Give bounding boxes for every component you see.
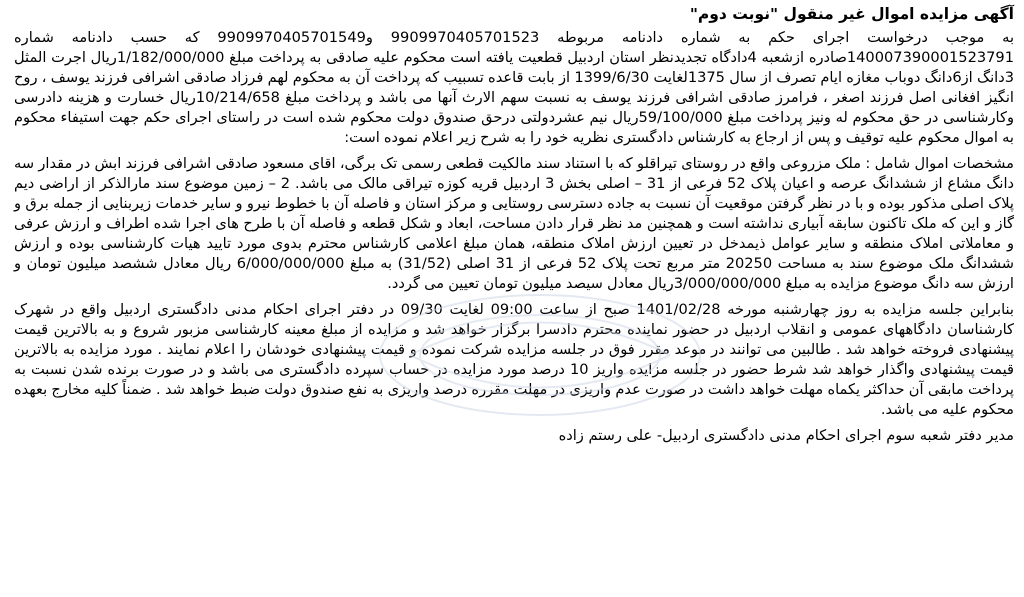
notice-signature: مدیر دفتر شعبه سوم اجرای احکام مدنی دادگستری اردبیل- علی رستم زاده	[558, 427, 1014, 444]
notice-paragraph-3: بنابراین جلسه مزایده به روز چهارشنبه مورخه 1401/02/28 صبح از ساعت 09:00 لغایت 09/30 در دفتر اجرای احکام مدنی دادگستری اردبیل واقع در شهرک کارشناسان دادگاههای عمومی و انقلاب اردبیل در حضور نماینده محترم دادسرا برگزار خواهد شد و مزایده از مبلغ معینه کارشناسی مزبور شروع و به بالاترین قیمت پیشنهادی فروخته خواهد شد . طالبین می توانند در موعد مقرر فوق در جلسه مزایده شرکت نموده و قیمت پیشنهادی خودشان را اعلام نمایند . مورد مزایده به بالاترین قیمت پیشنهادی واگذار خواهد شد شرط حضور در جلسه مزایده واریز 10 درصد مورد مزایده در حساب سپرده دادگستری می باشد و در صورت برنده شدن نسبت به پرداخت مابقی آن حداکثر یکماه مهلت خواهد داشت در صورت عدم واریزی در مهلت مقرره درصد واریزی به نفع صندوق دولت ضبط خواهد شد . ضمناً کلیه مخارج بعهده محکوم علیه می باشد.	[14, 301, 1014, 418]
notice-title: آگهی مزایده اموال غیر منقول "نوبت دوم"	[689, 5, 1014, 23]
notice-paragraph-1: به موجب درخواست اجرای حکم به شماره دادنامه مربوطه 9909970405701523 و9909970405701549 که حسب دادنامه شماره 140007390001523791صادره ازشعبه 4دادگاه تجدیدنظر استان اردبیل قطعیت یافته است محکوم علیه صادقی به پرداخت مبلغ 1/182/000/000ریال اجرت المثل 3دانگ از6دانگ دوباب مغازه ایام تصرف از سال 1375لغایت 1399/6/30 از بابت قاعده تسبیب که پرداخت آن به محکوم لهم فرزاد صادقی اشرافی فرزند یوسف ، روح انگیز افغانی اصل فرزند اصغر ، فرامرز صادقی اشرافی فرزند یوسف به نسبت سهم الارث آنها می باشد و پرداخت مبلغ 10/214/658ریال خسارت و هزینه دادرسی وکارشناسی در حق محکوم له ونیز پرداخت مبلغ 59/100/000ریال نیم عشردولتی درحق صندوق دولت محکوم شده است در راستای اجرای حکم جهت استیفاء محکوم به اموال محکوم علیه توقیف و پس از ارجاع به کارشناس دادگستری نظریه خود را به شرح زیر اعلام نموده است:	[14, 29, 1015, 146]
notice-paragraph-2: مشخصات اموال شامل : ملک مزروعی واقع در روستای تیراقلو که با استناد سند مالکیت قطعی رسمی تک برگی، اقای مسعود صادقی اشرافی فرزند ابش در مقدار سه دانگ مشاع از ششدانگ عرصه و اعیان پلاک 52 فرعی از 31 – اصلی بخش 3 اردبیل قریه کوزه تیراقی مالک می باشد. 2 – زمین موضوع سند مارالذکر از اراضی دیم پلاک اصلی مذکور بوده و با در نظر گرفتن موقعیت آن نسبت به جاده دسترسی روستایی و مرکز استان و فاصله آن با خطوط نیرو و سایر خدمات زیربنایی از جمله برق و گاز و این که ملک تاکنون سابقه آبیاری نداشته است و همچنین مد نظر قرار دادن مساحت، ابعاد و شکل قطعه و فاصله آن با طرح های اجرا شده اطراف و ارزش عرفی و معاملاتی املاک منطقه و سایر عوامل ذیمدخل در تعیین ارزش املاک منطقه، همان مبلغ اعلامی کارشناس محترم بدوی مورد تایید هیات کارشناسی بوده و ارزش ششدانگ ملک موضوع سند به مساحت 20250 متر مربع تحت پلاک 52 فرعی از 31 اصلی (31/52) به مبلغ 6/000/000/000 ریال معادل ششصد میلیون تومان و ارزش سه دانگ موضوع مزایده به مبلغ 3/000/000/000ریال معادل سیصد میلیون تومان تعیین می گردد.	[14, 155, 1015, 292]
